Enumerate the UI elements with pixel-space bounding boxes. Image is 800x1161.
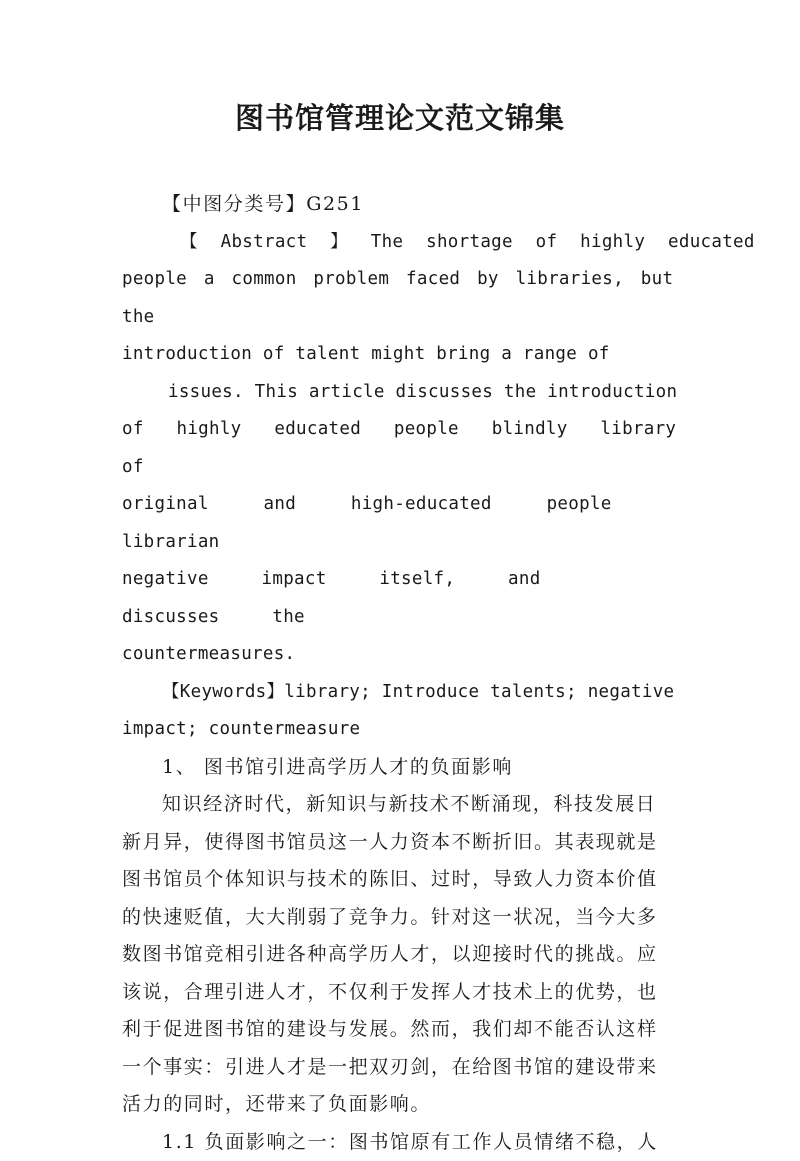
- document-body: [122, 186, 678, 1161]
- classification-number: 【中图分类号】G251: [122, 186, 678, 224]
- document-title: 图书馆管理论文范文锦集: [0, 96, 800, 137]
- abstract-line: introduction of talent might bring a range of: [122, 336, 678, 374]
- paragraph-line: 一个事实：引进人才是一把双刃剑，在给图书馆的建设带来: [122, 1049, 678, 1087]
- keywords-line: impact; countermeasure: [122, 711, 678, 749]
- subsection-heading: 1.1 负面影响之一：图书馆原有工作人员情绪不稳，人: [122, 1124, 678, 1161]
- abstract-line: negative impact itself, and discusses the: [122, 561, 678, 636]
- keywords-paragraph: [122, 674, 678, 749]
- abstract-paragraph: [122, 224, 678, 674]
- paragraph-line: 新月异，使得图书馆员这一人力资本不断折旧。其表现就是: [122, 824, 678, 862]
- section-paragraph: [122, 786, 678, 1124]
- abstract-line: countermeasures.: [122, 636, 678, 674]
- paragraph-line: 数图书馆竞相引进各种高学历人才，以迎接时代的挑战。应: [122, 936, 678, 974]
- abstract-line: original and high-educated people librarian: [122, 486, 678, 561]
- paragraph-line: 利于促进图书馆的建设与发展。然而，我们却不能否认这样: [122, 1011, 678, 1049]
- abstract-line: people a common problem faced by libraries, but the: [122, 261, 678, 336]
- paragraph-line: 活力的同时，还带来了负面影响。: [122, 1086, 678, 1124]
- paragraph-line: 该说，合理引进人才，不仅利于发挥人才技术上的优势，也: [122, 974, 678, 1012]
- abstract-text: 【 Abstract 】 The shortage of highly educated: [180, 224, 755, 262]
- keywords-line: 【Keywords】library; Introduce talents; negative: [122, 674, 678, 712]
- abstract-line: [122, 224, 678, 262]
- abstract-line: issues. This article discusses the introduction: [122, 374, 678, 412]
- paragraph-line: 图书馆员个体知识与技术的陈旧、过时，导致人力资本价值: [122, 861, 678, 899]
- abstract-line: of highly educated people blindly library of: [122, 411, 678, 486]
- paragraph-line: 知识经济时代，新知识与新技术不断涌现，科技发展日: [122, 786, 678, 824]
- paragraph-line: 的快速贬值，大大削弱了竞争力。针对这一状况，当今大多: [122, 899, 678, 937]
- section-heading: 1、 图书馆引进高学历人才的负面影响: [122, 749, 678, 787]
